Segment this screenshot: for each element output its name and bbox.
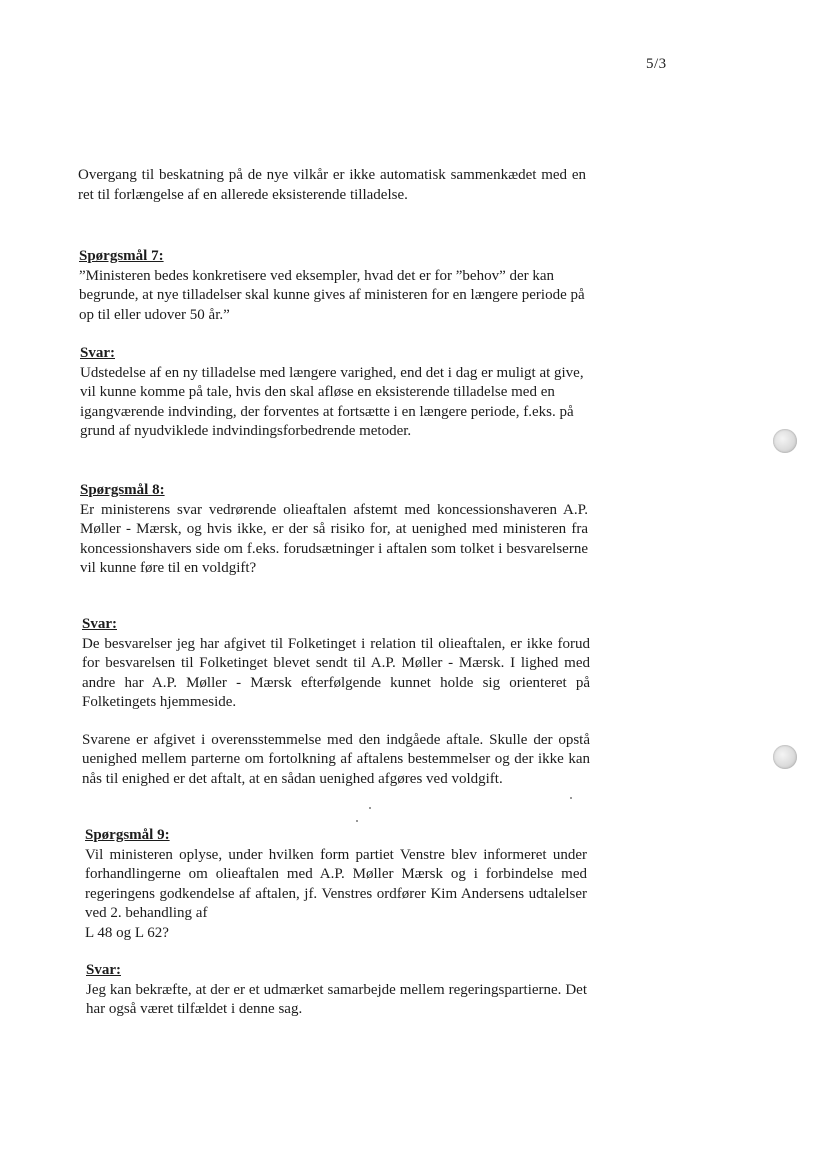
question-9-text: Vil ministeren oplyse, under hvilken form partiet Venstre blev informeret under forhandlingerne om olieaftalen med A.P. Møller Mærsk og i forbindelse med regeringens godkendelse af aftalen, jf. Venstres ordfører Kim Andersens udtalelser ved 2. behandling af: [85, 846, 587, 921]
scan-speck: [369, 807, 371, 809]
answer-8-text-2: Svarene er afgivet i overensstemmelse med den indgåede aftale. Skulle der opstå uenighed mellem parterne om fortolkning af aftalens bestemmelser og der ikke kan nås til enighed er det aftalt, at en sådan uenighed afgøres ved voldgift.: [82, 731, 590, 787]
answer-9-heading: Svar:: [86, 962, 121, 978]
answer-8-heading: Svar:: [82, 616, 117, 632]
question-7: [79, 247, 587, 325]
question-9: [85, 826, 587, 943]
answer-8-text-1: De besvarelser jeg har afgivet til Folketinget i relation til olieaftalen, er ikke forud for besvarelsen til Folketinget blevet sendt til A.P. Møller - Mærsk. I lighed med andre har A.P. Møller - Mærsk efterfølgende kunnet holde sig orienteret på Folketingets hjemmeside.: [82, 635, 590, 710]
answer-7-heading: Svar:: [80, 345, 115, 361]
question-7-text: ”Ministeren bedes konkretisere ved eksempler, hvad det er for ”behov” der kan begrunde, at nye tilladelser skal kunne gives af ministeren for en længere periode på op til eller udover 50 år.”: [79, 267, 585, 323]
intro-paragraph: Overgang til beskatning på de nye vilkår er ikke automatisk sammenkædet med en ret til forlængelse af en allerede eksisterende tilladelse.: [78, 167, 586, 203]
answer-7: [80, 344, 588, 442]
answer-7-text: Udstedelse af en ny tilladelse med længere varighed, end det i dag er muligt at give, vil kunne komme på tale, hvis den skal afløse en eksisterende tilladelse med en igangværende indvinding, der forventes at fortsætte i en længere periode, f.eks. på grund af nyudviklede indvindingsforbedrende metoder.: [80, 364, 584, 439]
question-8: [80, 481, 588, 579]
scan-speck: [570, 797, 572, 799]
punch-hole-top: [773, 429, 797, 453]
answer-9-text: Jeg kan bekræfte, at der er et udmærket samarbejde mellem regeringspartierne. Det har også været tilfældet i denne sag.: [86, 981, 587, 1017]
answer-8: [82, 615, 590, 789]
answer-9: [86, 961, 587, 1020]
question-7-heading: Spørgsmål 7:: [79, 248, 164, 264]
question-9-heading: Spørgsmål 9:: [85, 827, 170, 843]
question-9-text-last: L 48 og L 62?: [85, 924, 169, 941]
question-8-text: Er ministerens svar vedrørende olieaftalen afstemt med koncessionshaveren A.P. Møller - Mærsk, og hvis ikke, er der så risiko for, at uenighed med ministeren fra koncessionshavers side om f.eks. forudsætninger i aftalen som tolket i besvarelserne vil kunne føre til en voldgift?: [80, 501, 588, 576]
page-number: 5/3: [646, 56, 667, 72]
scan-speck: [356, 820, 358, 822]
question-8-heading: Spørgsmål 8:: [80, 482, 165, 498]
punch-hole-bottom: [773, 745, 797, 769]
